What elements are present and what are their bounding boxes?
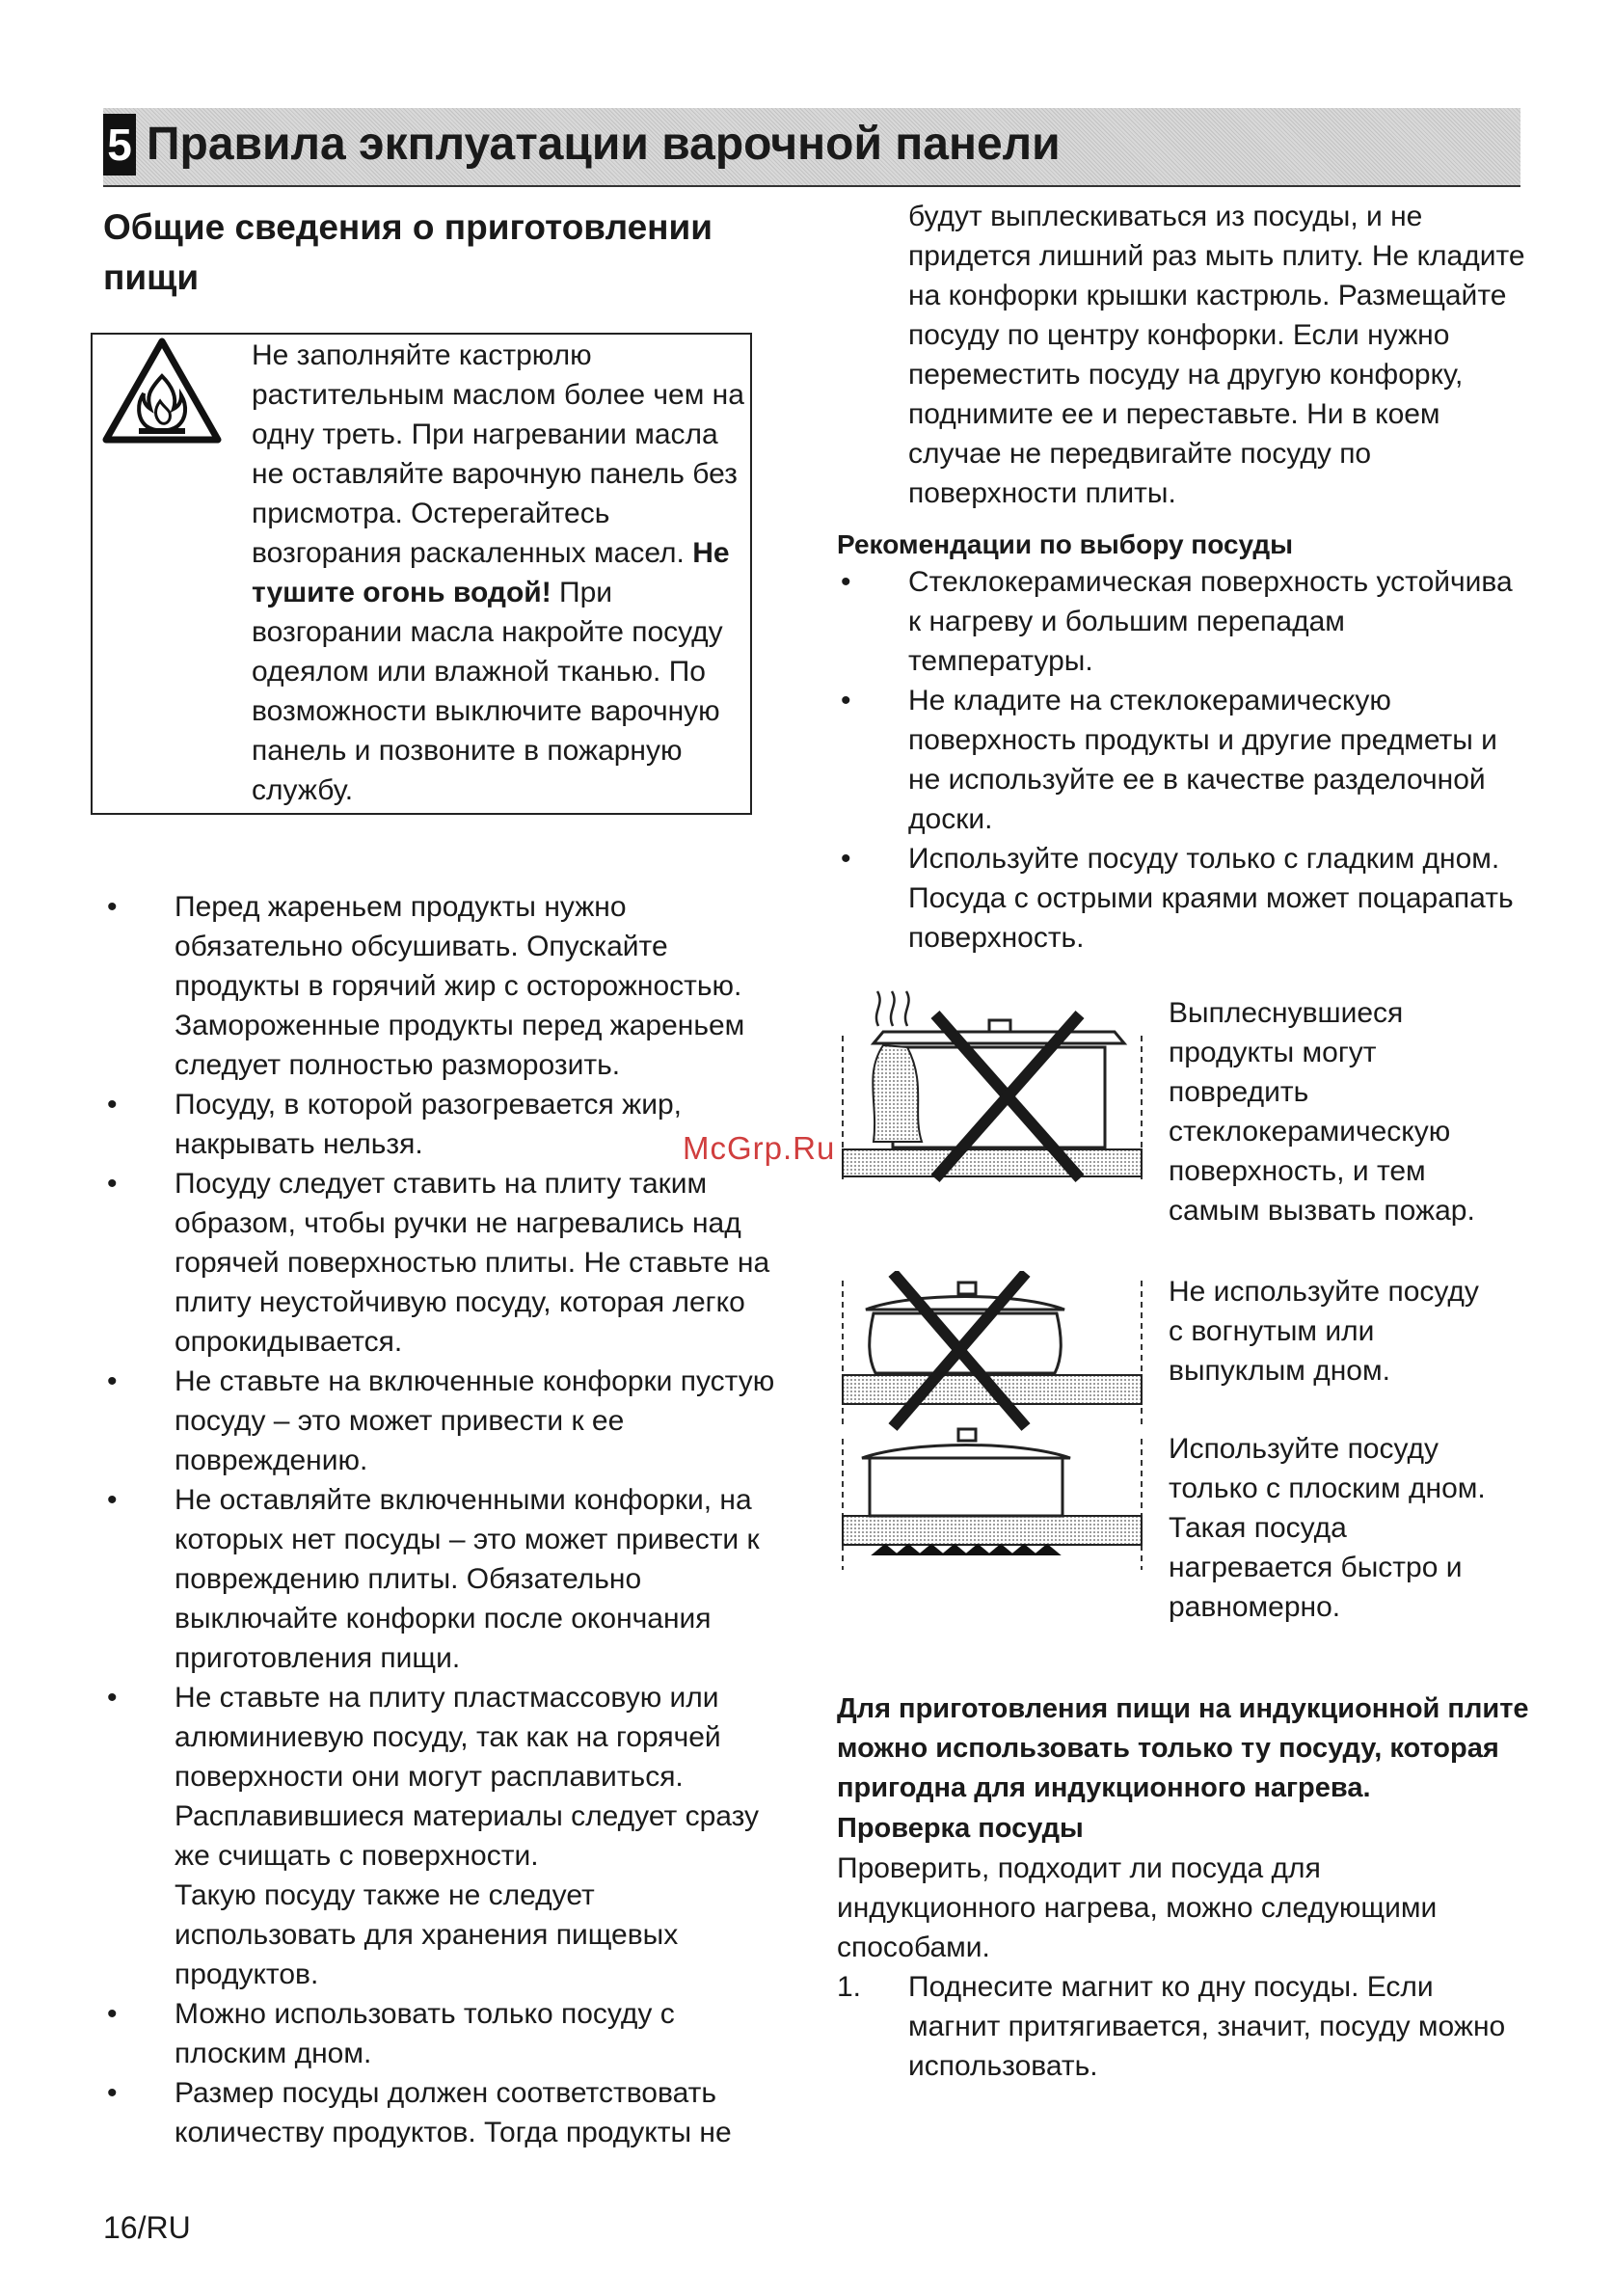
bullet-marker: • [841,843,851,875]
check-paragraph: Проверить, подходит ли посуда для индукционного нагрева, можно следующими способами. [837,1852,1438,1963]
bullet-marker: • [107,1682,118,1714]
list-item-text: Стеклокерамическая поверхность устойчива к нагреву и большим перепадам температуры. [908,566,1513,677]
list-item-text: Можно использовать только посуду с плоским дном. [175,1998,675,2069]
list-item [837,1967,1531,2086]
bullet-marker: • [841,685,851,716]
list-item-extra-paragraph: Такую посуду также не следует использовать для хранения пищевых продуктов. [175,1879,679,1990]
flat-pot-caption: Используйте посуду только с плоским дном. Такая посуда нагревается быстро и равномерно. [1169,1433,1486,1623]
warning-text [252,336,748,810]
list-item [103,1678,778,1876]
list-item-text: Не ставьте на плиту пластмассовую или алюминиевую посуду, так как на горячей поверхности они могут расплавиться. Расплавившиеся материалы следует сразу же счищать с поверхности. [175,1682,760,1872]
boil-over-illustration [835,987,1149,1186]
watermark: McGrp.Ru [683,1130,836,1166]
chapter-number: 5 [103,114,136,176]
uneven-pot-caption: Не используйте посуду с вогнутым или выпуклым дном. [1169,1276,1479,1387]
page-number: 16/RU [103,2210,191,2245]
bullet-marker: • [841,566,851,598]
chapter-title: Правила экплуатации варочной панели [147,119,1061,170]
fire-warning-icon [102,338,222,446]
uneven-pot-illustration [835,1271,1149,1431]
warning-text-end: При возгорании масла накройте посуду одеялом или влажной тканью. По возможности выключите варочную панель и позвоните в пожарную службу. [252,577,723,806]
continued-paragraph: будут выплескиваться из посуды, и не придется лишний раз мыть плиту. Не кладите на конфорки крышки кастрюль. Размещайте посуду по центру конфорки. Если нужно переместить посуду на другую конфорку, поднимите ее и переставьте. Ни в коем случае не передвигайте посуду по поверхности плиты. [908,201,1525,509]
list-item-text: Не оставляйте включенными конфорки, на которых нет посуды – это может привести к повреждению плиты. Обязательно выключайте конфорки после окончания приготовления пищи. [175,1484,760,1674]
induction-note: Для приготовления пищи на индукционной плите можно использовать только ту посуду, которая пригодна для индукционного нагрева. [837,1693,1529,1803]
bullet-marker: • [107,1365,118,1397]
recommendations-heading: Рекомендации по выбору посуды [837,529,1294,559]
list-item [103,887,778,1085]
list-item-text: Посуду, в которой разогревается жир, накрывать нельзя. [175,1089,682,1160]
list-item [837,839,1531,958]
bullet-marker: • [107,891,118,923]
list-item-text: Перед жареньем продукты нужно обязательно обсушивать. Опускайте продукты в горячий жир с осторожностью. Замороженные продукты перед жареньем следует полностью разморозить. [175,891,745,1081]
list-item-text: Не ставьте на включенные конфорки пустую посуду – это может привести к ее повреждению. [175,1365,775,1476]
list-item-text: Используйте посуду только с гладким дном. Посуда с острыми краями может поцарапать поверхность. [908,843,1514,954]
boil-over-caption: Выплеснувшиеся продукты могут повредить стеклокерамическую поверхность, и тем самым вызвать пожар. [1169,997,1475,1227]
bullet-marker: • [107,1998,118,2030]
warning-text-bold: Не тушите огонь водой! [252,537,730,608]
section-title: Общие сведения о приготовлении пищи [103,207,713,297]
bullet-marker: • [107,2077,118,2109]
flat-pot-illustration [835,1419,1149,1574]
list-item-text: Не кладите на стеклокерамическую поверхность продукты и другие предметы и не используйте ее в качестве разделочной доски. [908,685,1497,835]
list-item-text: Посуду следует ставить на плиту таким образом, чтобы ручки не нагревались над горячей поверхностью плиты. Не ставьте на плиту неустойчивую посуду, которая легко опрокидывается. [175,1168,770,1358]
warning-text-start: Не заполняйте кастрюлю растительным маслом более чем на одну треть. При нагревании масла не оставляйте варочную панель без присмотра. Остерегайтесь возгорания раскаленных масел. [252,339,744,569]
bullet-marker: • [107,1168,118,1200]
list-item [103,1480,778,1678]
list-item [837,681,1531,839]
list-item [103,1362,778,1480]
bullet-marker: • [107,1484,118,1516]
check-steps-list [837,1967,1531,2086]
safety-bullet-list [103,887,778,2152]
step-number: 1. [837,1971,862,2003]
bullet-marker: • [107,1089,118,1121]
recommendations-list [837,562,1531,958]
list-item [103,1994,778,2073]
step-text: Поднесите магнит ко дну посуды. Если магнит притягивается, значит, посуду можно использовать. [908,1971,1506,2082]
list-item [103,2073,778,2152]
list-item [837,562,1531,681]
list-item-text: Размер посуды должен соответствовать количеству продуктов. Тогда продукты не [175,2077,732,2148]
list-item [103,1164,778,1362]
list-item [103,1085,778,1164]
check-heading: Проверка посуды [837,1813,1084,1844]
